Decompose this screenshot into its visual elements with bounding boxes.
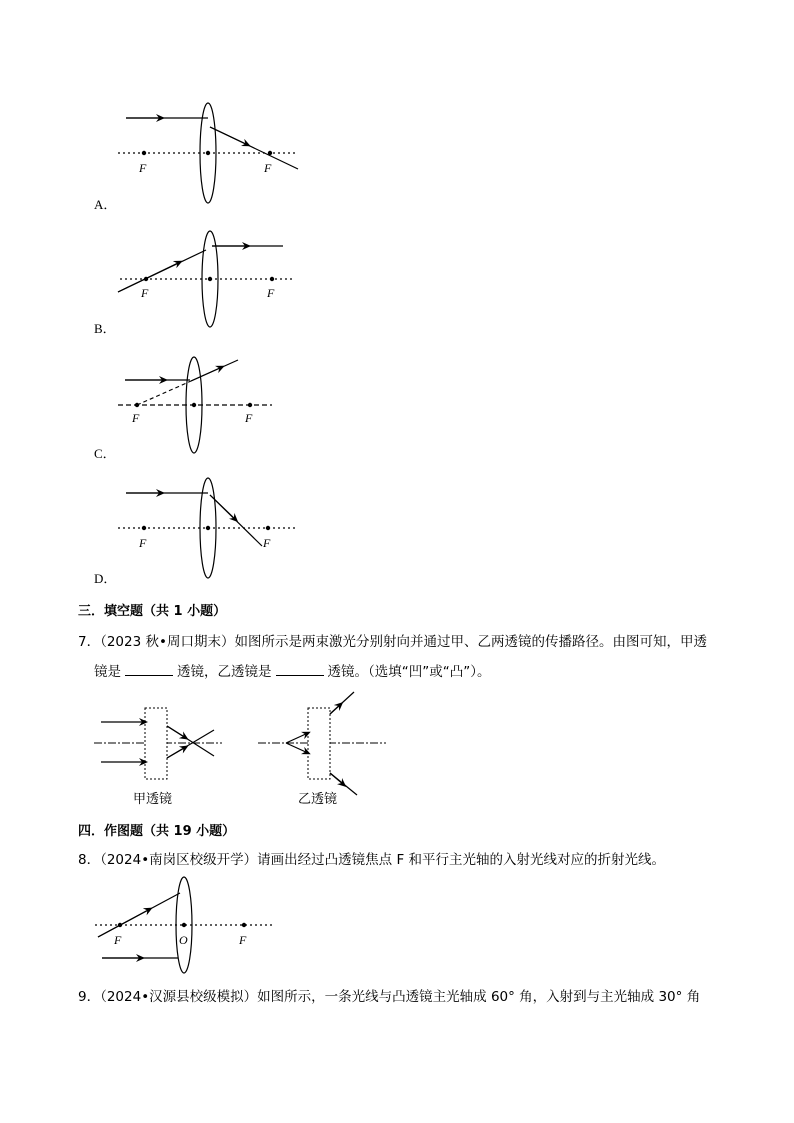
focus-point — [142, 526, 146, 530]
question-source: （2023 秋•周口期末） — [100, 634, 235, 650]
focus-label: F — [263, 536, 271, 550]
option-a-label: A． — [94, 197, 117, 212]
question-text: 镜是 — [94, 664, 121, 680]
focus-label: F — [245, 411, 253, 425]
focus-label: F — [132, 411, 140, 425]
ray-arrow — [191, 367, 222, 381]
diagram-option-d — [118, 478, 295, 578]
ray-arrow — [210, 495, 236, 520]
incident-ray — [286, 733, 308, 743]
caption-yi-lens: 乙透镜 — [298, 792, 338, 807]
ray-arrow — [330, 704, 341, 714]
focus-label: F — [139, 536, 147, 550]
ray-arrow — [330, 773, 344, 785]
optical-center — [182, 923, 186, 927]
question-text: 透镜，乙透镜是 — [177, 664, 272, 680]
answer-blank-1[interactable] — [125, 663, 173, 676]
question-text: 透镜。（选填“凹”或“凸”）。 — [327, 664, 491, 680]
ray-arrow — [98, 909, 150, 937]
question-number: 7． — [78, 634, 101, 650]
ray-arrow — [167, 747, 186, 758]
focus-label: F — [264, 161, 272, 175]
extension-line — [137, 381, 191, 405]
question-8 — [78, 846, 758, 874]
optical-center — [206, 526, 210, 530]
lens-box — [308, 708, 330, 779]
focus-point — [242, 923, 246, 927]
lens-box — [145, 708, 167, 779]
diagram-q7-lens-yi — [258, 692, 386, 795]
question-9 — [78, 983, 768, 1011]
question-7-line2 — [94, 658, 734, 686]
section-heading: 三．填空题（共 1 小题） — [78, 604, 227, 619]
optical-center — [192, 403, 196, 407]
question-number: 8． — [78, 852, 101, 868]
focus-label: F — [239, 933, 247, 947]
optical-center — [208, 277, 212, 281]
question-7 — [78, 628, 738, 656]
focus-label: F — [141, 286, 149, 300]
option-b-label: B． — [94, 321, 116, 336]
caption-jia-lens: 甲透镜 — [133, 792, 173, 807]
diagram-option-a — [118, 103, 298, 203]
focus-point — [248, 403, 252, 407]
question-text: 如图所示，一条光线与凸透镜主光轴成 60° 角，入射到与主光轴成 30° 角 — [257, 989, 701, 1005]
focus-point — [142, 151, 146, 155]
question-source: （2024•汉源县校级模拟） — [100, 989, 258, 1005]
question-text: 请画出经过凸透镜焦点 F 和平行主光轴的入射光线对应的折射光线。 — [257, 852, 666, 868]
diagram-q8 — [95, 877, 272, 973]
diagram-q7-lens-jia — [94, 708, 222, 779]
diagram-option-c — [118, 357, 272, 453]
diagram-option-b — [118, 231, 295, 327]
question-source: （2024•南岗区校级开学） — [100, 852, 258, 868]
option-c-label: C． — [94, 446, 116, 461]
focus-label: F — [114, 933, 122, 947]
focus-label: F — [139, 161, 147, 175]
answer-blank-2[interactable] — [276, 663, 324, 676]
question-text: 如图所示是两束激光分别射向并通过甲、乙两透镜的传播路径。由图可知，甲透 — [234, 634, 707, 650]
focus-label: F — [267, 286, 275, 300]
focus-point — [266, 526, 270, 530]
focus-point — [270, 277, 274, 281]
question-number: 9． — [78, 989, 101, 1005]
center-label: O — [179, 933, 188, 947]
option-d-label: D． — [94, 571, 117, 586]
ray-arrow — [167, 726, 186, 738]
optical-center — [206, 151, 210, 155]
section-heading: 四．作图题（共 19 小题） — [78, 824, 236, 839]
incident-ray — [286, 743, 308, 753]
ray-arrow — [118, 262, 180, 292]
